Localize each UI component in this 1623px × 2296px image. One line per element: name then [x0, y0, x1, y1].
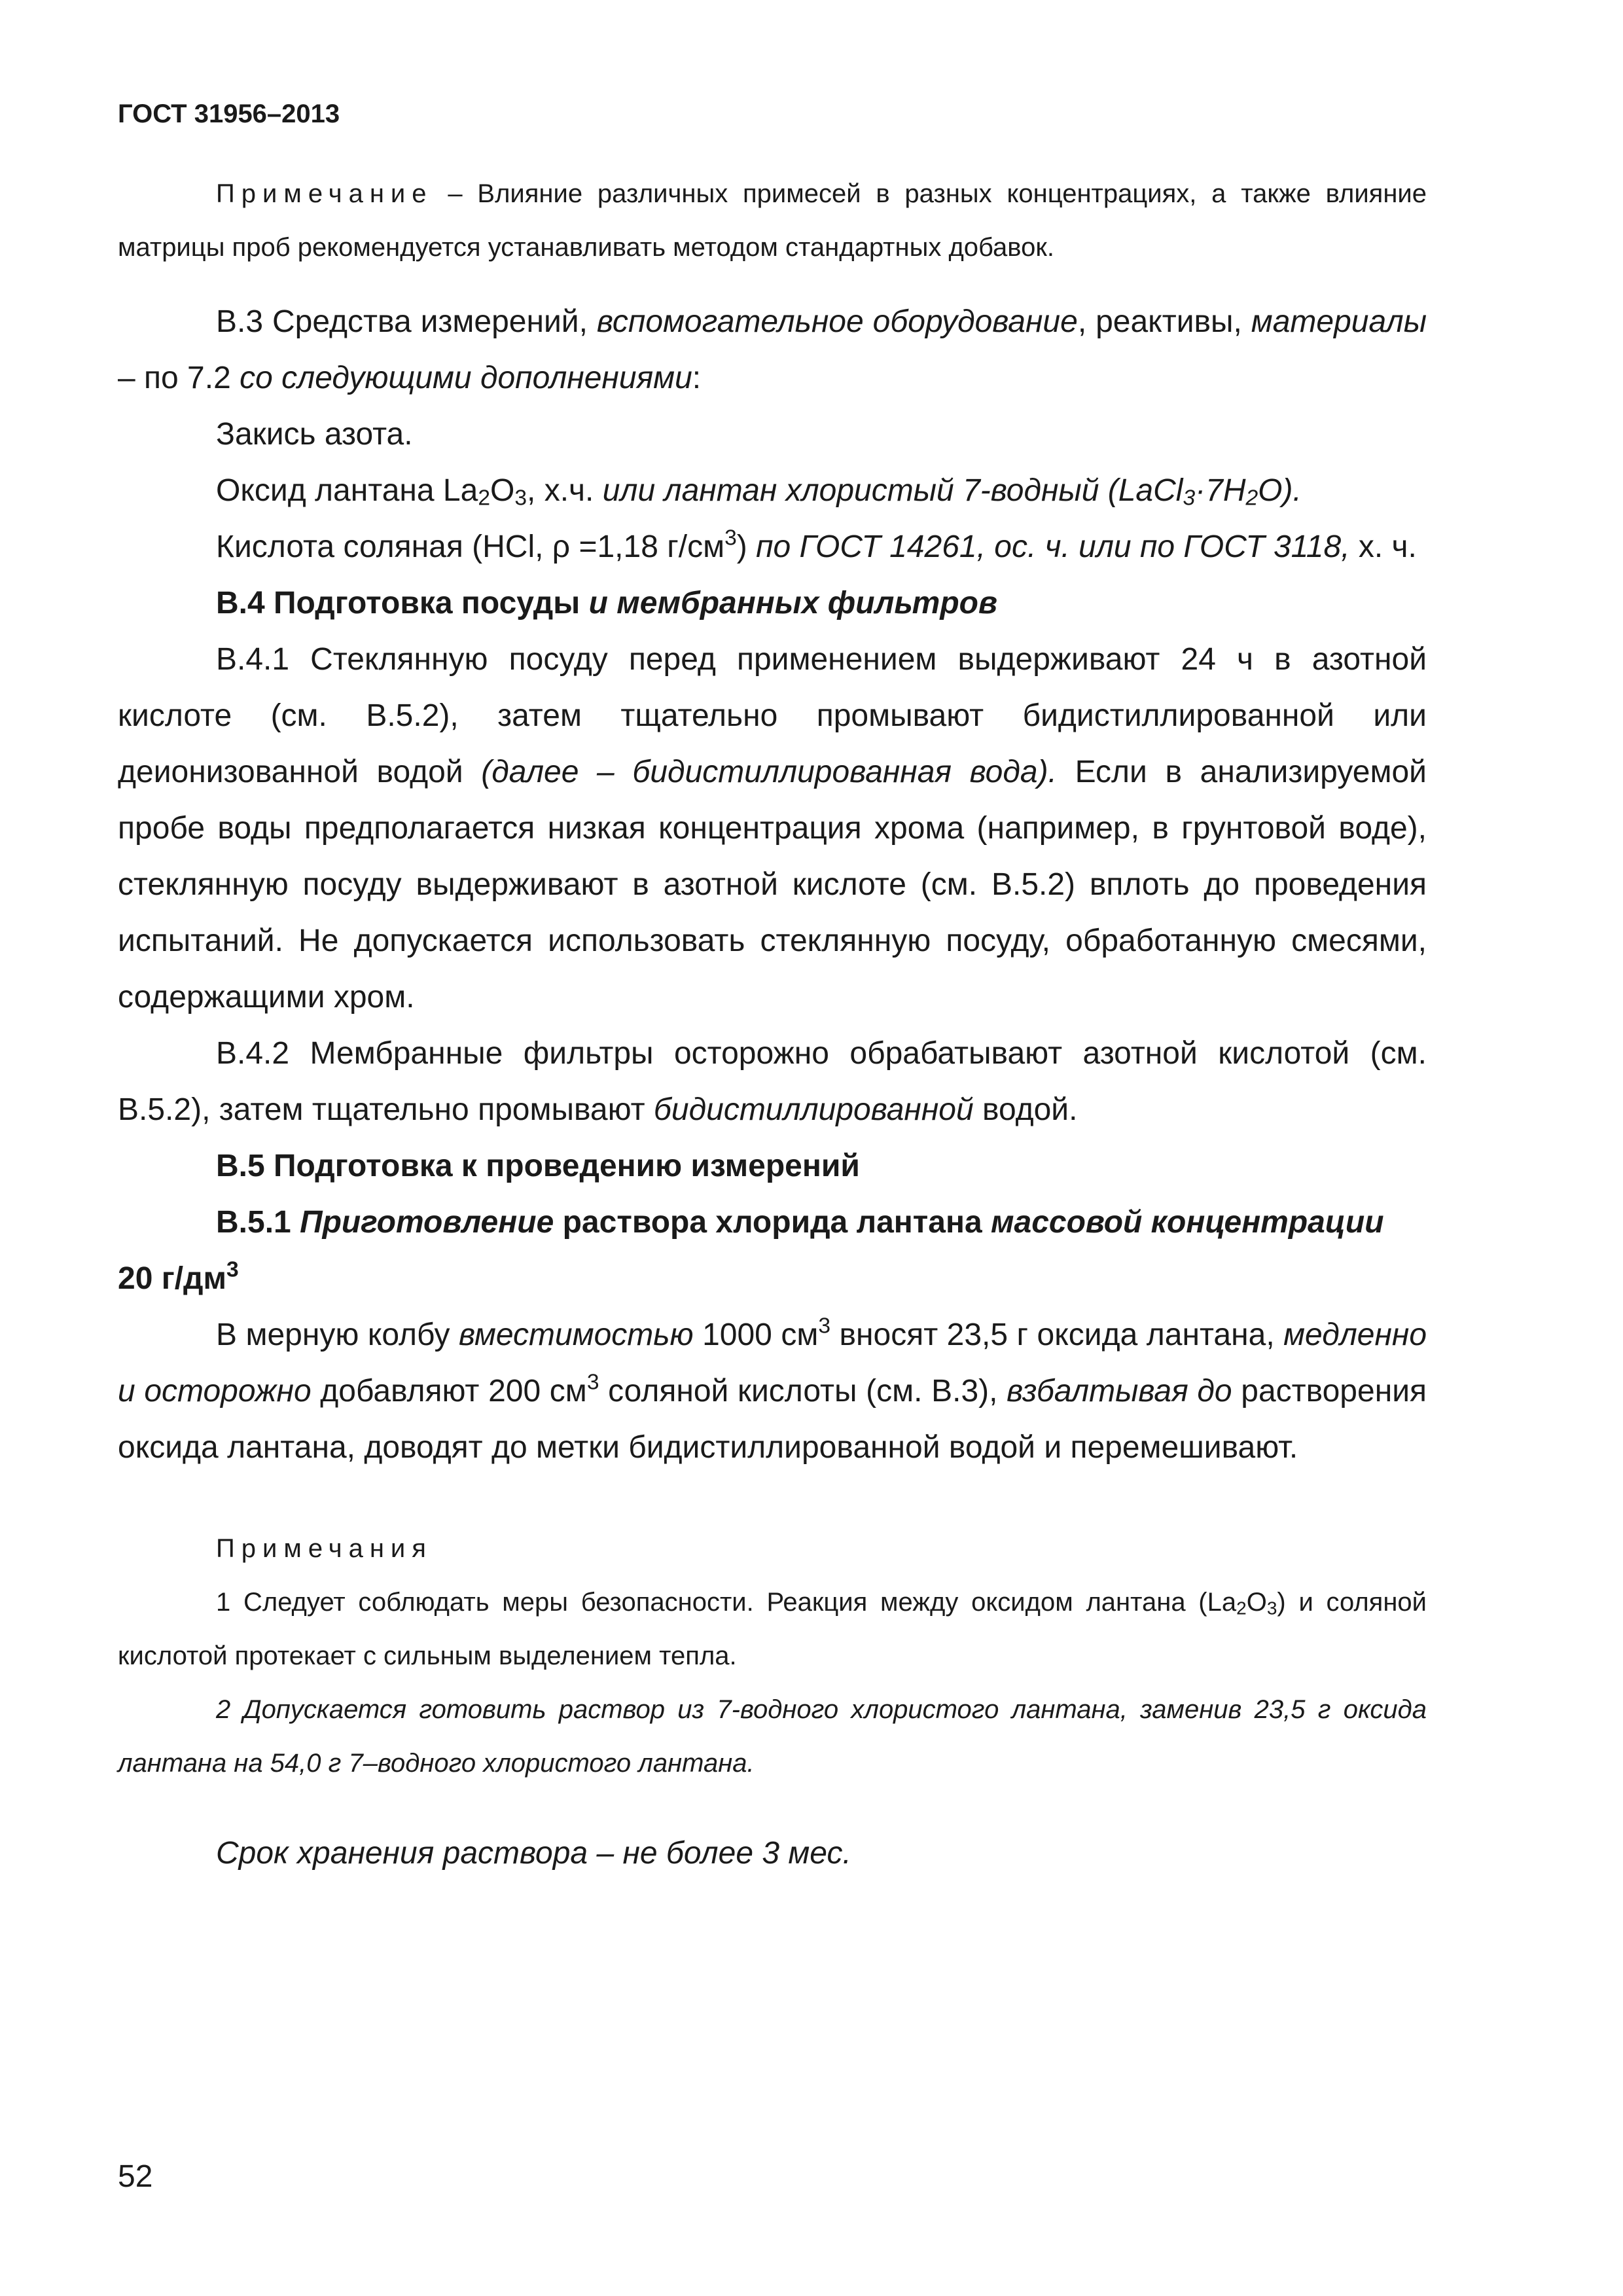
note-paragraph: Примечание – Влияние различных примесей в разных концентрациях, а также влияние матрицы проб рекомендуется устанавливать методом стандартных добавок.	[118, 179, 1427, 262]
reagent-hydrochloric-acid: Кислота соляная (HCl, ρ =1,18 $г/см^3$) по ГОСТ 14261, ос. ч. или по ГОСТ 3118, х. ч.	[216, 526, 1417, 564]
section-b4-1-paragraph: В.4.1 Стеклянную посуду перед применением выдерживают 24 ч в азотной кислоте (см. В.5.2), затем тщательно промывают бидистиллированной или деионизованной водой (далее – бидистиллированная вода). Если в анализируемой пробе воды предполагается низкая концентрация хрома (например, в грунтовой воде), стеклянную посуду выдерживают в азотной кислоте (см. В.5.2) вплоть до проведения испытаний. Не допускается использовать стеклянную посуду, обработанную смесями, содержащими хром.	[118, 642, 1427, 1014]
notes-label: Примечания	[216, 1534, 433, 1563]
storage-note: Срок хранения раствора – не более 3 мес.	[216, 1836, 851, 1871]
section-b5-1-paragraph: В мерную колбу вместимостью 1000 $см^3$ вносят 23,5 г оксида лантана, медленно и осторожно добавляют 200 $см^3$ соляной кислоты (см. В.3), взбалтывая до растворения оксида лантана, доводят до метки бидистиллированной водой и перемешивают.	[118, 1314, 1427, 1465]
page-number: 52	[118, 2159, 153, 2194]
section-b3-paragraph: В.3 Средства измерений, вспомогательное оборудование, реактивы, материалы – по 7.2 со следующими дополнениями:	[118, 304, 1427, 395]
document-header: ГОСТ 31956–2013	[118, 99, 340, 128]
page-body	[118, 167, 1427, 1882]
section-b4-heading: В.4 Подготовка посуды и мембранных фильтров	[216, 586, 997, 620]
section-b5-1-heading: В.5.1 Приготовление раствора хлорида лантана массовой концентрации 20 $г/дм^3$	[118, 1205, 1384, 1296]
reagent-nitrous-oxide: Закись азота.	[216, 417, 413, 452]
reagent-lanthanum-oxide: Оксид лантана $La_2O_3$, х.ч. или лантан хлористый 7-водный $(LaCl_3\cdot 7H_2O)$.	[216, 473, 1302, 511]
note-label: Примечание	[216, 179, 433, 208]
section-b4-2-paragraph: В.4.2 Мембранные фильтры осторожно обрабатывают азотной кислотой (см. В.5.2), затем тщательно промывают бидистиллированной водой.	[118, 1036, 1427, 1127]
section-b5-heading: В.5 Подготовка к проведению измерений	[216, 1149, 860, 1183]
note-2: 2 Допускается готовить раствор из 7-водного хлористого лантана, заменив 23,5 г оксида лантана на 54,0 г 7–водного хлористого лантана.	[118, 1695, 1427, 1778]
note-1: 1 Следует соблюдать меры безопасности. Реакция между оксидом лантана $(La_2O_3)$ и соляной кислотой протекает с сильным выделением тепла.	[118, 1588, 1427, 1670]
